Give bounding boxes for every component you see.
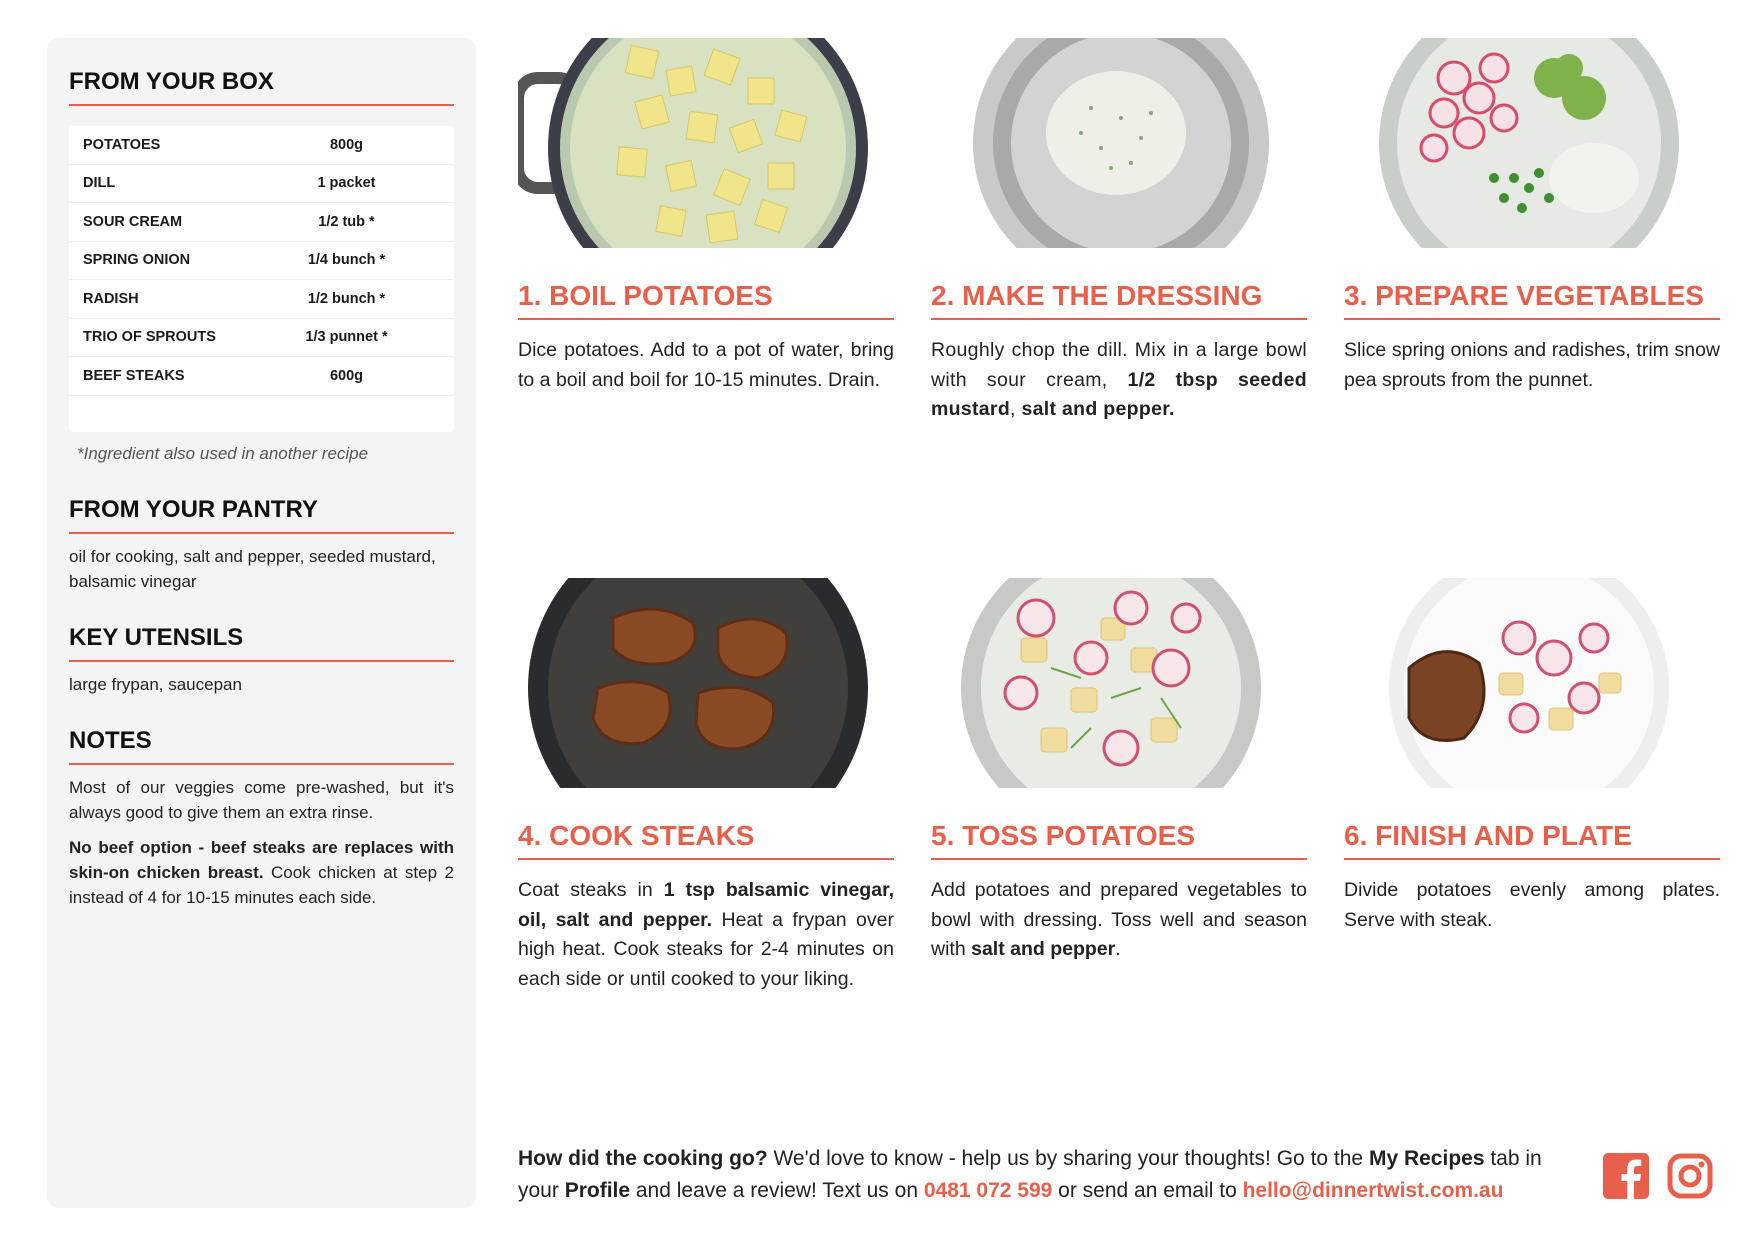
step-photo-bowl-dressing: [931, 38, 1307, 248]
utensils-text: large frypan, saucepan: [69, 675, 242, 694]
ingredient-note: *Ingredient also used in another recipe: [77, 444, 369, 463]
step-text-part: Slice spring onions and radishes, trim snow pea sprouts from the punnet.: [1344, 339, 1720, 391]
step-text-part: Roughly chop the dill. Mix in a large bowl with sour cream,: [931, 339, 1307, 391]
ingredient-row: [69, 357, 454, 396]
sidebar: [47, 38, 476, 1208]
step-text-part: .: [1115, 938, 1121, 960]
step-text: [518, 336, 894, 395]
step-4: [518, 578, 894, 994]
ingredient-name: TRIO OF SPROUTS: [83, 329, 216, 346]
step-title: 2. MAKE THE DRESSING: [931, 280, 1307, 320]
step-title: 1. BOIL POTATOES: [518, 280, 894, 320]
pantry-title: FROM YOUR PANTRY: [69, 496, 454, 534]
notes-rest: Cook chicken at step 2 instead of 4 for 10-15 minutes each side.: [69, 863, 454, 907]
step-photo-pot: [518, 38, 894, 248]
step-photo-frypan-steaks: [518, 578, 894, 788]
ingredient-qty: 1/4 bunch *: [307, 252, 386, 269]
ingredient-qty: 800g: [329, 136, 364, 153]
step-text: [931, 876, 1307, 965]
step-title: 3. PREPARE VEGETABLES: [1344, 280, 1720, 320]
ingredient-name: BEEF STEAKS: [83, 367, 185, 384]
step-text-part: ,: [1010, 398, 1022, 420]
pantry-text: oil for cooking, salt and pepper, seeded mustard, balsamic vinegar: [69, 547, 436, 591]
phone-link[interactable]: 0481 072 599: [923, 1179, 1053, 1202]
step-1: [518, 38, 894, 395]
step-photo-potato-salad: [931, 578, 1307, 788]
step-photo-vegetables: [1344, 38, 1720, 248]
footer-text: tab in your: [518, 1147, 1542, 1202]
ingredient-row: [69, 165, 454, 204]
ingredient-name: POTATOES: [83, 136, 161, 153]
step-title: 6. FINISH AND PLATE: [1344, 820, 1720, 860]
utensils-title: KEY UTENSILS: [69, 624, 454, 662]
ingredient-name: DILL: [83, 175, 116, 192]
step-text-part: Divide potatoes evenly among plates. Serve with steak.: [1344, 879, 1720, 931]
box-title: FROM YOUR BOX: [69, 68, 454, 106]
ingredient-name: SOUR CREAM: [83, 213, 183, 230]
ingredient-qty: 600g: [329, 367, 364, 384]
ingredient-row: [69, 203, 454, 242]
ingredient-qty: 1/2 tub *: [318, 213, 375, 230]
footer-question: How did the cooking go?: [518, 1147, 768, 1170]
step-photo-plated: [1344, 578, 1720, 788]
ingredient-name: RADISH: [83, 290, 139, 307]
ingredient-row: [69, 242, 454, 281]
email-link[interactable]: hello@dinnertwist.com.au: [1242, 1179, 1504, 1202]
step-text: [1344, 876, 1720, 935]
step-text: [931, 336, 1307, 425]
step-text: [518, 876, 894, 994]
ingredient-name: SPRING ONION: [83, 252, 191, 269]
step-text-part: Dice potatoes. Add to a pot of water, bring to a boil and boil for 10-15 minutes. Drain.: [518, 339, 894, 391]
ingredient-qty: 1/3 punnet *: [305, 329, 388, 346]
footer-text: and leave a review! Text us on: [630, 1179, 924, 1202]
footer-text: We'd love to know - help us by sharing your thoughts! Go to the: [767, 1147, 1369, 1170]
notes-bold: No beef option - beef steaks are replaces with skin-on chicken breast.: [69, 838, 454, 882]
step-6: [1344, 578, 1720, 935]
step-3: [1344, 38, 1720, 395]
step-title: 5. TOSS POTATOES: [931, 820, 1307, 860]
notes-paragraph: [69, 835, 454, 910]
step-text-part: Add potatoes and prepared vegetables to bowl with dressing. Toss well and season with: [931, 879, 1307, 960]
footer-text: or send an email to: [1052, 1179, 1243, 1202]
ingredient-row: [69, 280, 454, 319]
step-text-bold: 1/2 tbsp seeded mustard: [931, 368, 1308, 420]
step-title: 4. COOK STEAKS: [518, 820, 894, 860]
ingredient-row: [69, 319, 454, 358]
step-text-bold: salt and pepper: [971, 938, 1116, 960]
profile-label: Profile: [564, 1179, 631, 1202]
instagram-icon[interactable]: [1667, 1153, 1713, 1199]
step-text-bold: salt and pepper.: [1021, 398, 1175, 420]
step-5: [931, 578, 1307, 965]
step-2: [931, 38, 1307, 425]
notes-paragraph: Most of our veggies come pre-washed, but it's always good to give them an extra rinse.: [69, 778, 454, 822]
ingredients-table: [69, 126, 454, 432]
step-text-part: Heat a frypan over high heat. Cook steaks for 2-4 minutes on each side or until cooked to your liking.: [518, 908, 894, 990]
ingredient-qty: 1 packet: [317, 175, 376, 192]
notes-title: NOTES: [69, 727, 454, 765]
ingredient-row: [69, 126, 454, 165]
facebook-icon[interactable]: [1603, 1153, 1649, 1199]
step-text-part: Coat steaks in: [518, 879, 664, 901]
feedback-footer: [518, 1143, 1578, 1207]
ingredient-qty: 1/2 bunch *: [307, 290, 386, 307]
step-text: [1344, 336, 1720, 395]
my-recipes-label: My Recipes: [1368, 1147, 1485, 1170]
step-text-bold: 1 tsp balsamic vinegar, oil, salt and pepper.: [518, 879, 894, 931]
